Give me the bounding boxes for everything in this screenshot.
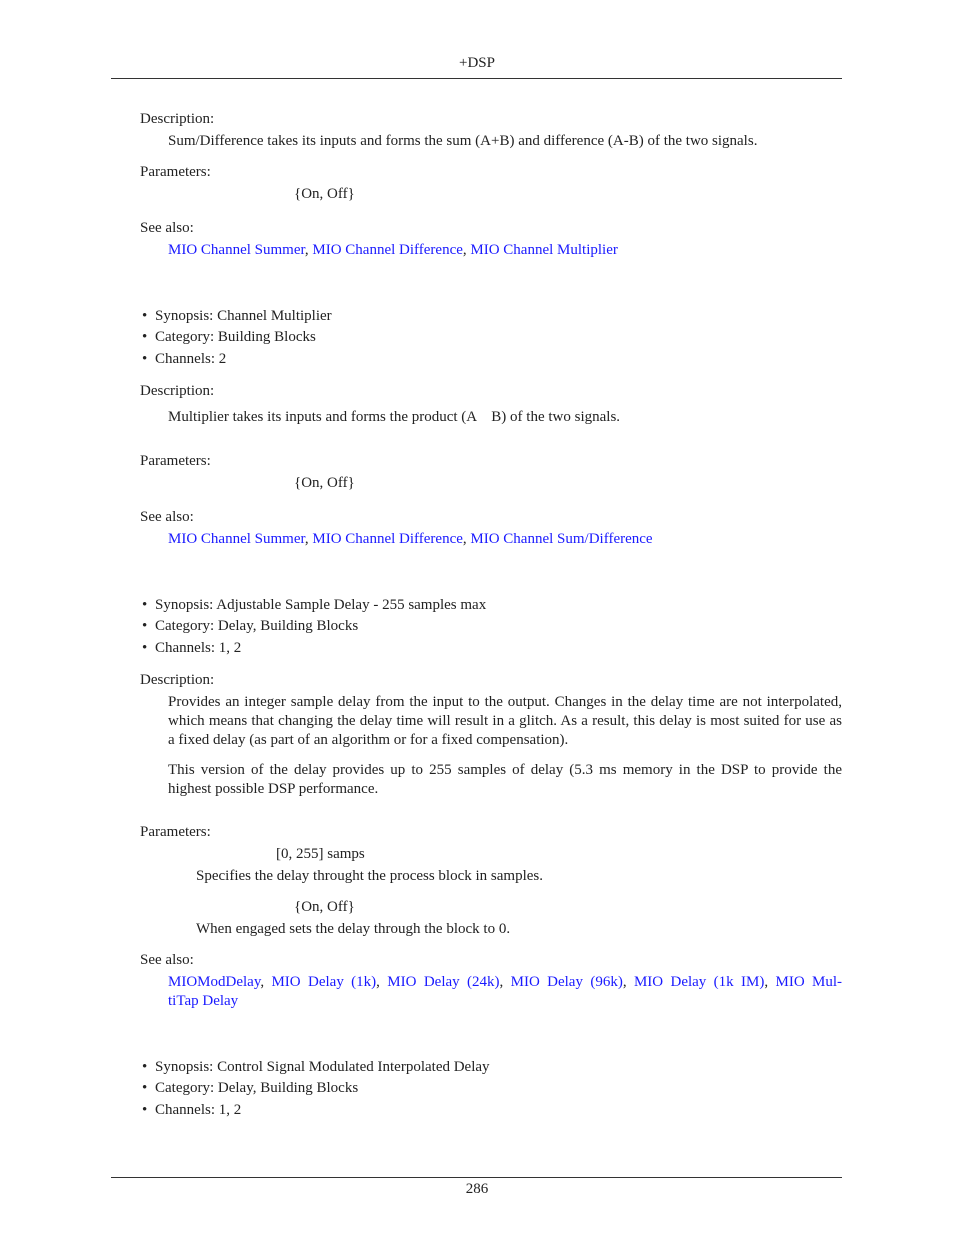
s3-description-paragraph-2: This version of the delay provides up to 255 samples of delay (5.3 ms memory in the DSP to provide the highest possible DSP performance. (168, 762, 842, 797)
link-mio-channel-summer[interactable]: MIO Channel Summer (168, 242, 305, 258)
s3-parameters-label: Parameters: (140, 824, 211, 840)
s4-bullet-category: • Category: Delay, Building Blocks (155, 1079, 358, 1098)
page-number: 286 (465, 1181, 489, 1197)
s3-param1-description: Specifies the delay throught the process block in samples. (196, 868, 543, 884)
link-mio-delay-96k[interactable]: MIO Delay (96k) (510, 974, 623, 990)
link-mio-delay-24k[interactable]: MIO Delay (24k) (387, 974, 500, 990)
s4-bullet-channels: • Channels: 1, 2 (155, 1101, 241, 1120)
s1-description-label: Description: (140, 111, 215, 127)
s2-parameters-label: Parameters: (140, 453, 211, 469)
link-mio-multitap-delay-part2[interactable]: tiTap Delay (168, 993, 239, 1009)
link-mio-delay-1k[interactable]: MIO Delay (1k) (271, 974, 377, 990)
link-mio-channel-summer[interactable]: MIO Channel Summer (168, 531, 305, 547)
s3-see-also-label: See also: (140, 952, 194, 968)
link-mio-channel-sum-difference[interactable]: MIO Channel Sum/Difference (470, 531, 653, 547)
s2-param-value: {On, Off} (294, 475, 355, 491)
link-mio-channel-difference[interactable]: MIO Channel Difference (312, 242, 463, 258)
s1-see-also-links: MIO Channel Summer, MIO Channel Difference, MIO Channel Multiplier (168, 242, 618, 258)
link-mio-channel-multiplier[interactable]: MIO Channel Multiplier (470, 242, 618, 258)
s3-param2-value: {On, Off} (294, 899, 355, 915)
s4-bullet-synopsis: • Synopsis: Control Signal Modulated Interpolated Delay (155, 1058, 490, 1077)
s1-param-value: {On, Off} (294, 186, 355, 202)
s1-description-text: Sum/Difference takes its inputs and forms the sum (A+B) and difference (A-B) of the two signals. (168, 133, 758, 149)
link-mio-multitap-delay-part1[interactable]: MIO Mul- (775, 974, 843, 990)
s3-param2-description: When engaged sets the delay through the block to 0. (196, 921, 511, 937)
s2-bullet-channels: • Channels: 2 (155, 350, 226, 369)
s2-description-text: Multiplier takes its inputs and forms the product (A B) of the two signals. (168, 409, 621, 425)
s2-see-also-label: See also: (140, 509, 194, 525)
s1-see-also-label: See also: (140, 220, 194, 236)
link-mio-channel-difference[interactable]: MIO Channel Difference (312, 531, 463, 547)
link-miomoddelay[interactable]: MIOModDelay (168, 974, 261, 990)
s3-bullet-channels: • Channels: 1, 2 (155, 639, 241, 658)
s3-see-also-links-line1: MIOModDelay, MIO Delay (1k), MIO Delay (24k), MIO Delay (96k), MIO Delay (1k IM), MIO Mul- (168, 974, 843, 990)
s1-parameters-label: Parameters: (140, 164, 211, 180)
s2-bullet-synopsis: • Synopsis: Channel Multiplier (155, 307, 332, 326)
s2-see-also-links: MIO Channel Summer, MIO Channel Difference, MIO Channel Sum/Difference (168, 531, 653, 547)
running-header: +DSP (459, 55, 495, 71)
s3-bullet-category: • Category: Delay, Building Blocks (155, 617, 358, 636)
s3-see-also-links-line2 (168, 992, 238, 1011)
s3-param1-value: [0, 255] samps (276, 846, 365, 862)
footer-rule (111, 1177, 842, 1178)
s2-description-label: Description: (140, 383, 215, 399)
s2-bullet-category: • Category: Building Blocks (155, 328, 316, 347)
link-mio-delay-1k-im[interactable]: MIO Delay (1k IM) (633, 974, 765, 990)
s3-description-paragraph-1: Provides an integer sample delay from the input to the output. Changes in the delay time are not interpolated, which means that changing the delay time will result in a glitch. As a result, this delay is most suited for use as a fixed delay (as part of an algorithm or for a fixed compensation). (168, 694, 842, 748)
header-rule (111, 78, 842, 79)
s3-bullet-synopsis: • Synopsis: Adjustable Sample Delay - 255 samples max (155, 596, 486, 615)
s3-description-label: Description: (140, 672, 215, 688)
